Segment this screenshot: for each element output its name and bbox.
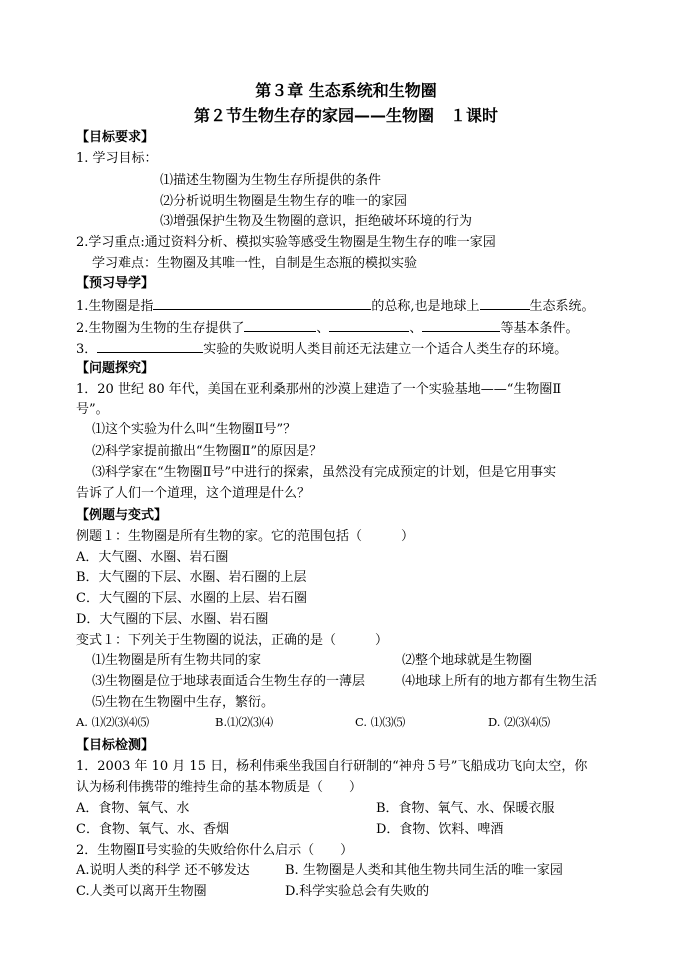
variant-1-option-c: C. ⑴⑶⑸	[355, 715, 406, 729]
example-1-option-d: D．大气圈的下层、水圈、岩石圈	[76, 612, 269, 627]
example-1-question: 例题１：生物圈是所有生物的家。它的范围包括（ ）	[76, 529, 415, 544]
check-q2-option-d: D.科学实验总会有失败的	[285, 884, 430, 899]
check-q1-line2: 认为杨利伟携带的维持生命的基本物质是（ ）	[76, 780, 363, 795]
check-q1-option-a: A．食物、氧气、水	[76, 801, 190, 816]
variant-1-statement-4: ⑷地球上所有的地方都有生物生活	[402, 674, 598, 689]
check-q1-option-d: D．食物、饮料、啤酒	[376, 822, 504, 837]
goal-sub-2: ⑵分析说明生物圈是生物生存的唯一的家园	[160, 194, 408, 209]
check-q2-option-c: C.人类可以离开生物圈	[76, 884, 207, 899]
goal-sub-3: ⑶增强保护生物及生物圈的意识，拒绝破坏环境的行为	[160, 214, 473, 229]
variant-1-statement-1: ⑴生物圈是所有生物共同的家	[92, 653, 262, 668]
explore-q3-2: 告诉了人们一个道理，这个道理是什么？	[76, 486, 311, 501]
preview-q1-b: 的总称,也是地球上	[371, 299, 480, 314]
explore-q1: ⑴这个实验为什么叫“生物圈Ⅱ号”？	[92, 422, 297, 437]
explore-intro-1: 1．20 世纪 80 年代，美国在亚利桑那州的沙漠上建造了一个实验基地——“生物圈Ⅱ	[76, 382, 562, 397]
blank-experiment[interactable]	[97, 339, 203, 353]
preview-heading: 【预习导学】	[76, 276, 155, 291]
blank-condition-3[interactable]	[422, 318, 500, 332]
preview-q3-b: 实验的失败说明人类目前还无法建立一个适合人类生存的环境。	[203, 342, 568, 357]
check-heading: 【目标检测】	[76, 738, 155, 753]
explore-q2: ⑵科学家提前撤出“生物圈Ⅱ”的原因是？	[92, 444, 323, 459]
example-1-option-b: B．大气圈的下层、水圈、岩石圈的上层	[76, 570, 307, 585]
difficulties: 学习难点：生物圈及其唯一性，自制是生态瓶的模拟实验	[92, 256, 418, 271]
preview-q2-sep1: 、	[316, 321, 330, 336]
blank-condition-2[interactable]	[329, 318, 409, 332]
preview-q1-c: 生态系统。	[529, 299, 595, 314]
key-points: 2.学习重点:通过资料分析、模拟实验等感受生物圈是生物生存的唯一家园	[76, 235, 496, 250]
blank-condition-1[interactable]	[244, 318, 316, 332]
variant-1-option-a: A. ⑴⑵⑶⑷⑸	[76, 715, 150, 729]
preview-q3	[76, 339, 567, 359]
explore-heading: 【问题探究】	[76, 361, 155, 376]
check-q1-line1: 1．2003 年 10 月 15 日，杨利伟乘坐我国自行研制的“神舟５号”飞船成功飞向太空，你	[76, 759, 588, 774]
check-q2-option-b: B. 生物圈是人类和其他生物共同生活的唯一家园	[285, 863, 563, 878]
check-q2-option-a: A.说明人类的科学 还不够发达	[76, 863, 250, 878]
section-title: 第２节生物生存的家园——生物圈 １课时	[193, 106, 498, 125]
check-q1-option-b: B．食物、氧气、水、保暖衣服	[376, 801, 555, 816]
blank-biosphere-definition[interactable]	[153, 296, 371, 310]
goal-sub-1: ⑴描述生物圈为生物生存所提供的条件	[160, 173, 382, 188]
check-q2: 2．生物圈Ⅱ号实验的失败给你什么启示（ ）	[76, 843, 354, 858]
check-q1-option-c: C．食物、氧气、水、香烟	[76, 822, 229, 837]
preview-q2-a: 2.生物圈为生物的生存提供了	[76, 321, 245, 336]
variant-1-option-b: B.⑴⑵⑶⑷	[215, 715, 274, 729]
preview-q1-a: 1.生物圈是指	[76, 299, 154, 314]
goals-heading: 【目标要求】	[76, 130, 155, 145]
variant-1-statement-5: ⑸生物在生物圈中生存，繁衍。	[92, 695, 275, 710]
chapter-title: 第３章 生态系统和生物圈	[255, 81, 437, 100]
preview-q2-sep2: 、	[409, 321, 423, 336]
preview-q1	[76, 296, 595, 316]
example-1-option-a: A．大气圈、水圈、岩石圈	[76, 550, 229, 565]
explore-intro-2: 号”。	[76, 402, 109, 417]
variant-1-question: 变式１：下列关于生物圈的说法，正确的是（ ）	[76, 633, 389, 648]
explore-q3-1: ⑶科学家在“生物圈Ⅱ号”中进行的探索，虽然没有完成预定的计划，但是它用事实	[92, 465, 557, 480]
goals-item-1: 1. 学习目标：	[76, 151, 158, 166]
blank-largest[interactable]	[480, 296, 530, 310]
preview-q2-c: 等基本条件。	[500, 321, 579, 336]
preview-q3-a: 3．	[76, 342, 98, 357]
variant-1-option-d: D. ⑵⑶⑷⑸	[488, 715, 551, 729]
preview-q2	[76, 318, 578, 338]
variant-1-statement-2: ⑵整个地球就是生物圈	[402, 653, 533, 668]
variant-1-statement-3: ⑶生物圈是位于地球表面适合生物生存的一薄层	[92, 674, 366, 689]
examples-heading: 【例题与变式】	[76, 508, 168, 523]
example-1-option-c: C．大气圈的下层、水圈的上层、岩石圈	[76, 591, 307, 606]
